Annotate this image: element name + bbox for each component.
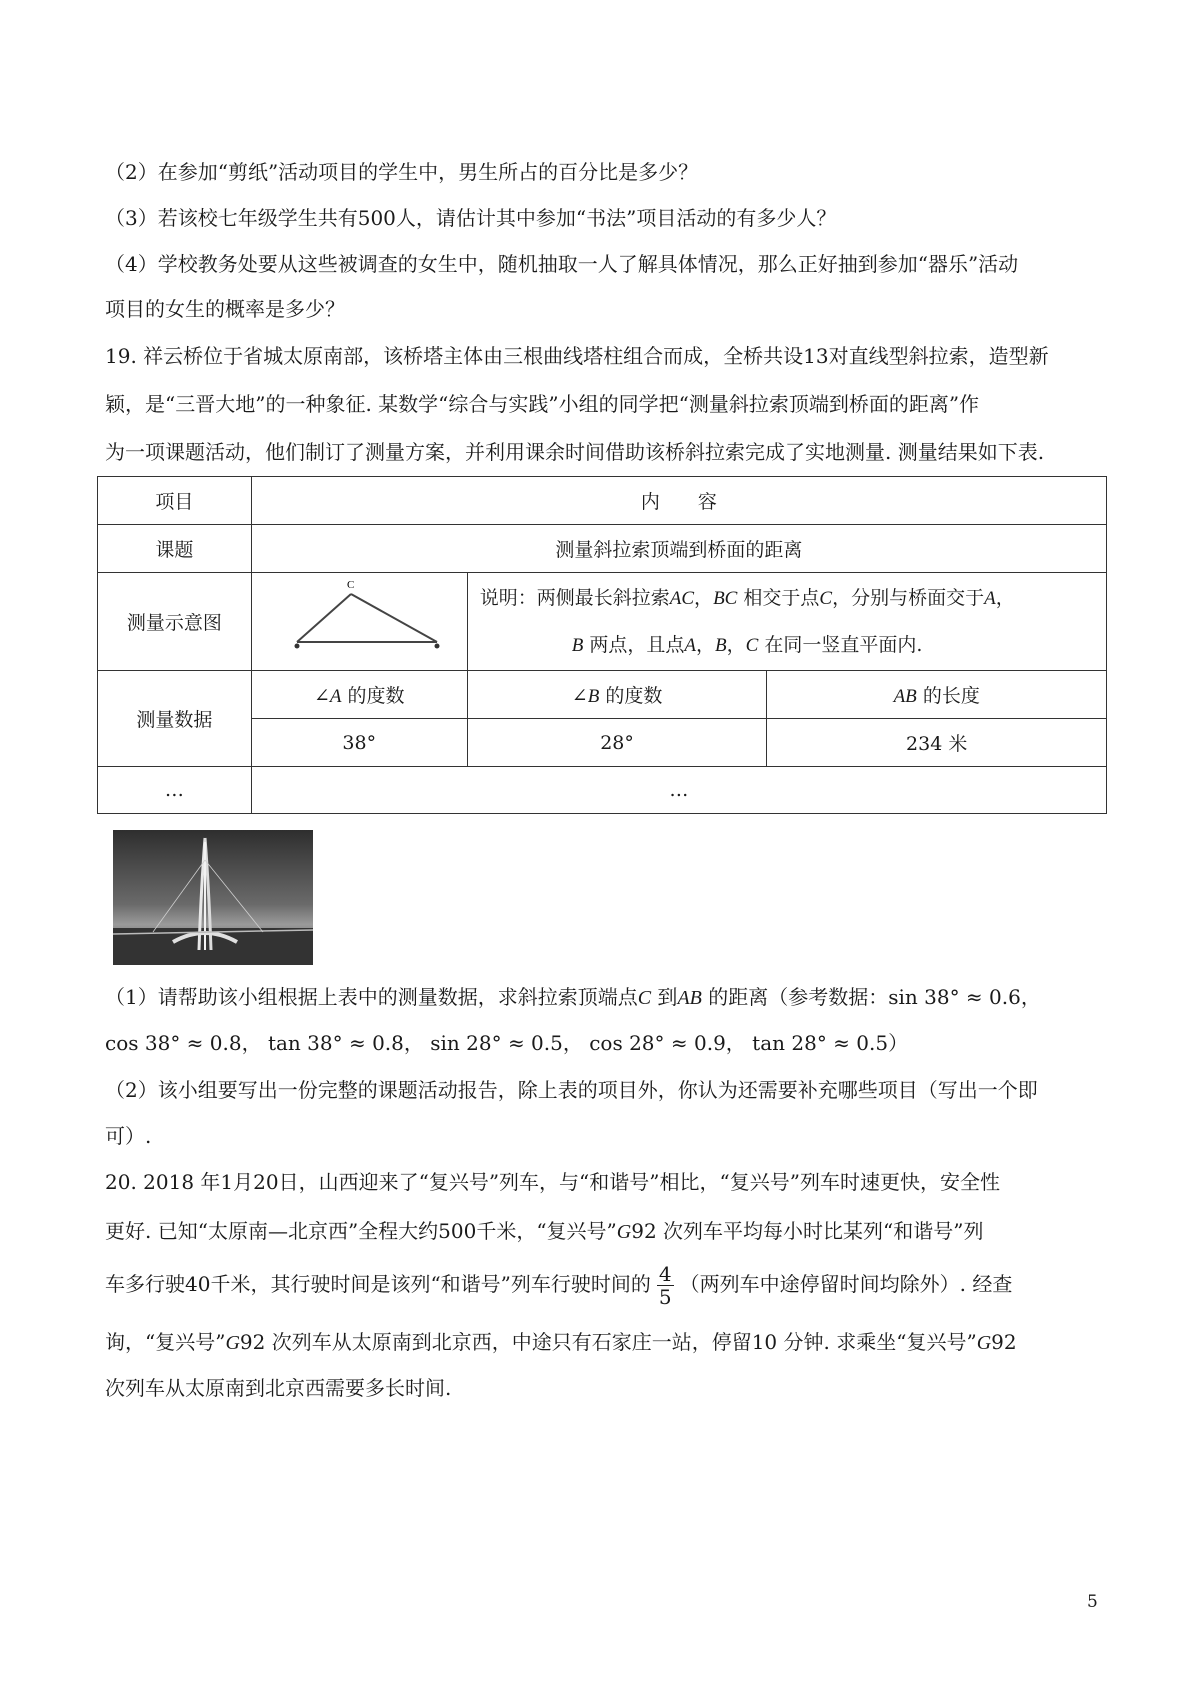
ellipsis-right: … bbox=[251, 767, 1106, 814]
q18-part2: （2）在参加“剪纸”活动项目的学生中，男生所占的百分比是多少？ bbox=[105, 160, 699, 184]
header-content: 内 容 bbox=[251, 477, 1106, 525]
q20-line2: 更好. 已知“太原南—北京西”全程大约500千米，“复兴号”G92 次列车平均每小时比某列“和谐号”列 bbox=[105, 1219, 984, 1243]
value-angle-a: 38° bbox=[251, 719, 467, 767]
value-length-ab: 234 米 bbox=[767, 719, 1107, 767]
q19-part2-line1: （2）该小组要写出一份完整的课题活动报告，除上表的项目外，你认为还需要补充哪些项目（写出一个即 bbox=[105, 1078, 1038, 1102]
q19-intro-line1: 19. 祥云桥位于省城太原南部，该桥塔主体由三根曲线塔柱组合而成，全桥共设13对直线型斜拉索，造型新 bbox=[105, 344, 1049, 368]
cable-left bbox=[297, 594, 351, 642]
col-length-ab: AB 的长度 bbox=[767, 671, 1107, 719]
fraction-four-fifths: $\frac{4}{5}$ bbox=[658, 1262, 672, 1309]
topic-value: 测量斜拉索顶端到桥面的距离 bbox=[251, 525, 1106, 573]
diagram-label: 测量示意图 bbox=[98, 573, 252, 671]
q20-line5: 次列车从太原南到北京西需要多长时间. bbox=[105, 1376, 452, 1400]
page-number: 5 bbox=[1087, 1592, 1098, 1612]
q19-intro-line2: 颖，是“三晋大地”的一种象征. 某数学“综合与实践”小组的同学把“测量斜拉索顶端到桥面的距离”作 bbox=[105, 392, 980, 416]
point-a-dot bbox=[295, 644, 300, 649]
q20-line3: 车多行驶40千米，其行驶时间是该列“和谐号”列车行驶时间的 $\frac{4}{5}$ （两列车中途停留时间均除外）. 经查 bbox=[105, 1262, 1013, 1309]
header-item: 项目 bbox=[98, 477, 252, 525]
col-angle-a: ∠A 的度数 bbox=[251, 671, 467, 719]
point-b-dot bbox=[435, 644, 440, 649]
cable-right bbox=[351, 594, 437, 642]
bridge-photo bbox=[113, 830, 313, 965]
q18-part4-line1: （4）学校教务处要从这些被调查的女生中，随机抽取一人了解具体情况，那么正好抽到参加“器乐”活动 bbox=[105, 252, 1019, 276]
point-c-label: C bbox=[347, 579, 355, 591]
explanation-cell bbox=[467, 573, 1106, 671]
explanation-line1: 说明：两侧最长斜拉索AC，BC 相交于点C，分别与桥面交于A， bbox=[479, 586, 1015, 609]
q20-line4: 询，“复兴号”G92 次列车从太原南到北京西，中途只有石家庄一站，停留10 分钟. 求乘坐“复兴号”G92 bbox=[105, 1330, 1017, 1354]
measurement-table bbox=[97, 476, 1107, 814]
diagram-cell bbox=[251, 573, 467, 671]
q18-part3: （3）若该校七年级学生共有500人，请估计其中参加“书法”项目活动的有多少人？ bbox=[105, 206, 837, 230]
q18-part4-line2: 项目的女生的概率是多少？ bbox=[105, 297, 345, 321]
q20-line1: 20. 2018 年1月20日，山西迎来了“复兴号”列车，与“和谐号”相比，“复兴号”列车时速更快，安全性 bbox=[105, 1170, 1000, 1194]
q19-part1-line2: cos 38° ≈ 0.8， tan 38° ≈ 0.8， sin 28° ≈ 0.5， cos 28° ≈ 0.9， tan 28° ≈ 0.5） bbox=[105, 1031, 909, 1055]
topic-label: 课题 bbox=[98, 525, 252, 573]
explanation-line2: B 两点，且点A，B，C 在同一竖直平面内. bbox=[571, 633, 923, 656]
value-angle-b: 28° bbox=[467, 719, 767, 767]
q19-intro-line3: 为一项课题活动，他们制订了测量方案，并利用课余时间借助该桥斜拉索完成了实地测量. 测量结果如下表. bbox=[105, 440, 1045, 464]
q19-part2-line2: 可）. bbox=[105, 1124, 152, 1148]
data-label: 测量数据 bbox=[98, 671, 252, 767]
q19-part1-line1: （1）请帮助该小组根据上表中的测量数据，求斜拉索顶端点C 到AB 的距离（参考数据：sin 38° ≈ 0.6， bbox=[105, 985, 1041, 1009]
triangle-diagram bbox=[259, 574, 459, 664]
col-angle-b: ∠B 的度数 bbox=[467, 671, 767, 719]
ellipsis-left: … bbox=[98, 767, 252, 814]
